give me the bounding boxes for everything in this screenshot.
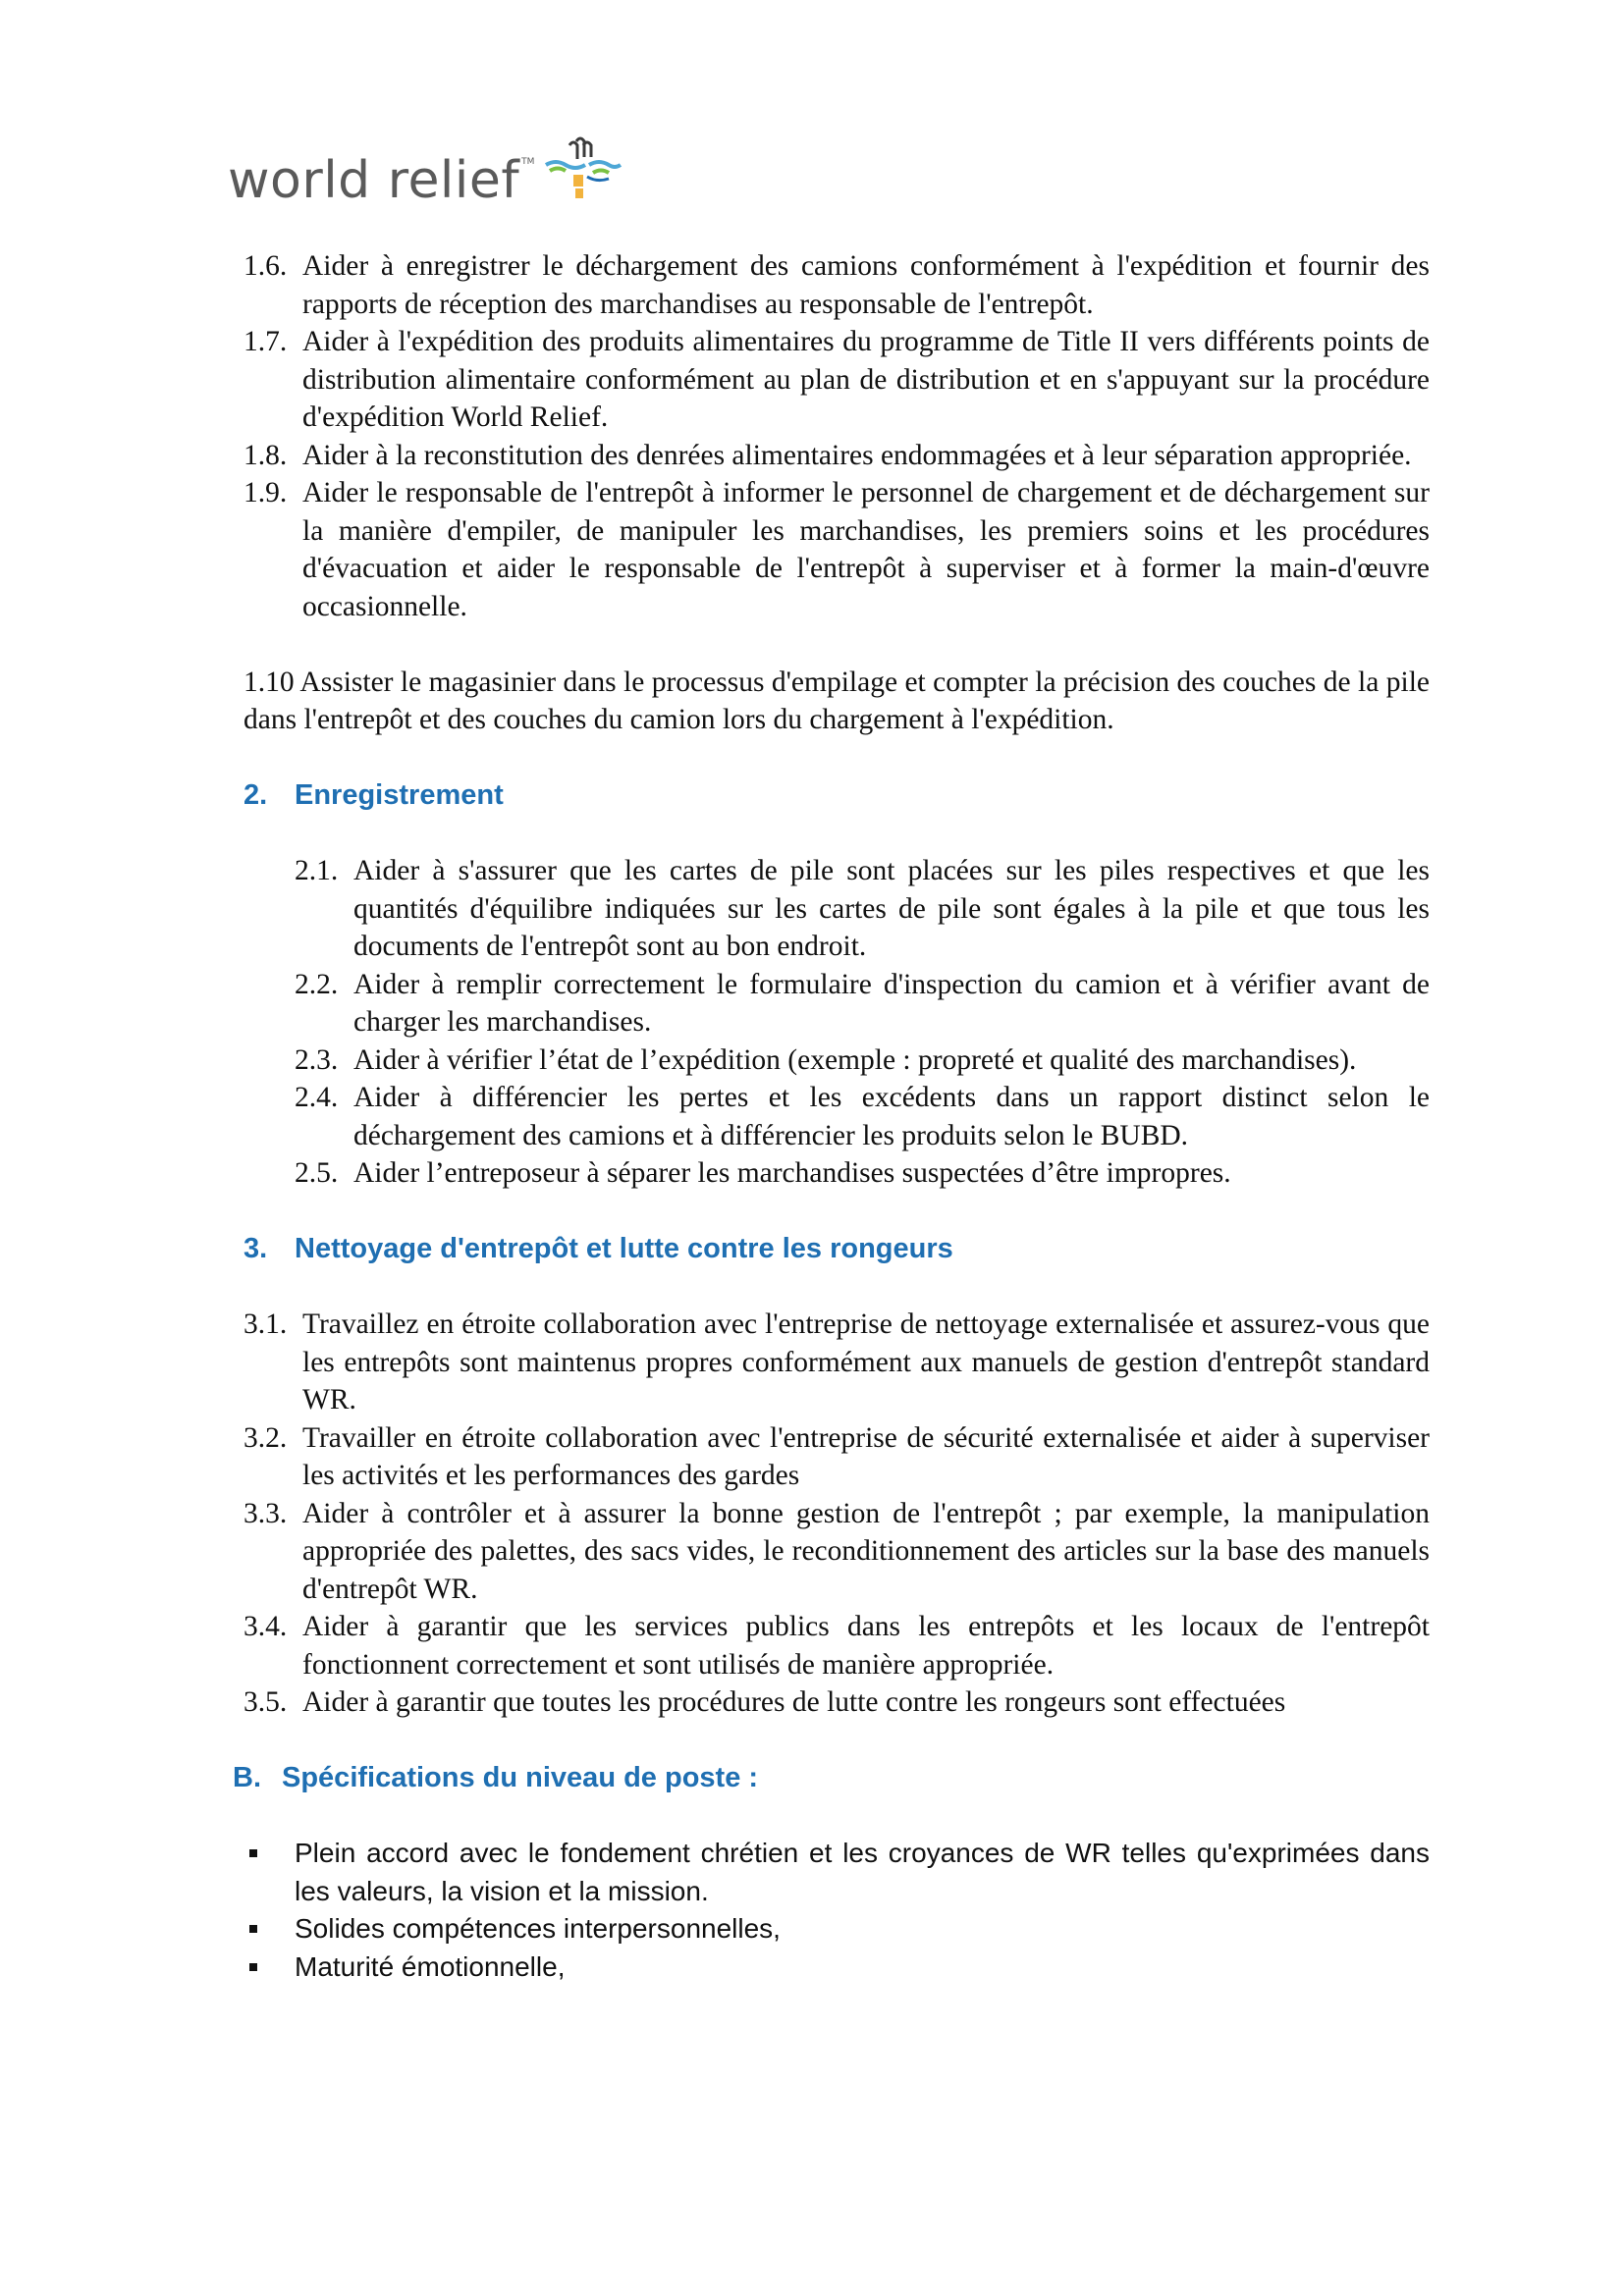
- list-item: [295, 1154, 1430, 1193]
- list-item: [295, 966, 1430, 1041]
- list-item: [244, 323, 1430, 437]
- item-number: 2.2.: [295, 968, 339, 1000]
- list-item: [244, 437, 1430, 475]
- list-item: [244, 1683, 1430, 1722]
- item-text: Aider à vérifier l’état de l’expédition (exemple : propreté et qualité des marchandises).: [353, 1043, 1357, 1076]
- item-number: 3.4.: [244, 1611, 288, 1642]
- heading-number: B.: [233, 1762, 261, 1793]
- heading-number: 3.: [244, 1233, 268, 1264]
- bullet-item: [244, 1910, 1430, 1949]
- item-text: Aider à différencier les pertes et les excédents dans un rapport distinct selon le déchargement des camions et à différencier les produits selon le BUBD.: [353, 1082, 1430, 1151]
- item-text: Aider à remplir correctement le formulaire d'inspection du camion et à vérifier avant de charger les marchandises.: [353, 968, 1430, 1038]
- item-number: 3.3.: [244, 1497, 288, 1529]
- list-item: [295, 1079, 1430, 1154]
- item-text: Aider à garantir que toutes les procédures de lutte contre les rongeurs sont effectuées: [302, 1686, 1286, 1718]
- item-text: Aider à s'assurer que les cartes de pile sont placées sur les piles respectives et que les quantités d'équilibre indiquées sur les cartes de pile sont égales à la pile et que tous les documents de l'entrepôt sont au bon endroit.: [353, 855, 1430, 962]
- list-item: [244, 247, 1430, 323]
- heading-title: Enregistrement: [295, 779, 504, 811]
- item-text: Travailler en étroite collaboration avec l'entreprise de sécurité externalisée et aider à superviser les activités et les performances des gardes: [302, 1421, 1430, 1491]
- bullet-list: [244, 1835, 1430, 1986]
- bullet-text: Plein accord avec le fondement chrétien et les croyances de WR telles qu'exprimées dans les valeurs, la vision et la mission.: [295, 1838, 1430, 1906]
- item-number: 1.9.: [244, 477, 288, 508]
- section-heading-b: [233, 1759, 1430, 1797]
- item-number: 3.1.: [244, 1308, 288, 1340]
- heading-title: Spécifications du niveau de poste :: [282, 1762, 759, 1793]
- list-item: [295, 1041, 1430, 1080]
- bullet-text: Maturité émotionnelle,: [295, 1950, 566, 1982]
- list-item: [295, 852, 1430, 966]
- item-number: 1.8.: [244, 439, 288, 471]
- list-section-1: [244, 247, 1430, 625]
- world-relief-logo: [228, 137, 623, 210]
- item-text: Aider le responsable de l'entrepôt à informer le personnel de chargement et de déchargement sur la manière d'empiler, de manipuler les marchandises, les premiers soins et les procédures d'évacuation et aider le responsable de l'entrepôt à superviser et à former la main-d'œuvre occasionnelle.: [302, 477, 1430, 622]
- section-heading-2: [244, 776, 1430, 815]
- item-number: 2.3.: [295, 1043, 339, 1076]
- bullet-item: [244, 1949, 1430, 1987]
- item-number: 1.6.: [244, 250, 288, 282]
- list-section-2: [295, 852, 1430, 1193]
- list-item: [244, 1608, 1430, 1683]
- item-text: Aider à l'expédition des produits alimentaires du programme de Title II vers différents points de distribution alimentaire conformément au plan de distribution et en s'appuyant sur la procédure d'expédition World Relief.: [302, 326, 1430, 433]
- item-text: Aider à la reconstitution des denrées alimentaires endommagées et à leur séparation appropriée.: [302, 439, 1412, 471]
- item-text: Travaillez en étroite collaboration avec l'entreprise de nettoyage externalisée et assurez-vous que les entrepôts sont maintenus propres conformément aux manuels de gestion d'entrepôt standard WR.: [302, 1308, 1430, 1415]
- list-item: [244, 1306, 1430, 1419]
- item-text: Aider à contrôler et à assurer la bonne gestion de l'entrepôt ; par exemple, la manipulation appropriée des palettes, des sacs vides, le reconditionnement des articles sur la base des manuels d'entrepôt WR.: [302, 1497, 1430, 1605]
- item-number: 2.1.: [295, 855, 339, 886]
- item-number: 1.7.: [244, 326, 288, 357]
- item-text: Aider l’entreposeur à séparer les marchandises suspectées d’être impropres.: [353, 1157, 1231, 1189]
- heading-number: 2.: [244, 779, 268, 811]
- bullet-square-icon: [244, 1835, 295, 1910]
- logo-trademark: TM: [521, 157, 535, 167]
- bullet-square-icon: [244, 1910, 295, 1949]
- bullet-text: Solides compétences interpersonnelles,: [295, 1913, 781, 1944]
- logo-mark-icon: [540, 135, 623, 204]
- section-heading-3: [244, 1230, 1430, 1268]
- item-number: 2.4.: [295, 1082, 339, 1113]
- heading-title: Nettoyage d'entrepôt et lutte contre les rongeurs: [295, 1233, 953, 1264]
- item-text: Aider à garantir que les services publics dans les entrepôts et les locaux de l'entrepôt fonctionnent correctement et sont utilisés de manière appropriée.: [302, 1611, 1430, 1681]
- item-number: 3.5.: [244, 1686, 288, 1718]
- logo-wordmark: world relief: [228, 151, 520, 210]
- bullet-item: [244, 1835, 1430, 1910]
- list-item: [244, 1495, 1430, 1609]
- list-item: [244, 1419, 1430, 1495]
- paragraph-1-10: 1.10 Assister le magasinier dans le processus d'empilage et compter la précision des couches de la pile dans l'entrepôt et des couches du camion lors du chargement à l'expédition.: [244, 666, 1430, 735]
- item-number: 2.5.: [295, 1157, 339, 1189]
- document-body: [233, 247, 1430, 1986]
- item-number: 3.2.: [244, 1421, 288, 1454]
- item-text: Aider à enregistrer le déchargement des camions conformément à l'expédition et fournir des rapports de réception des marchandises au responsable de l'entrepôt.: [302, 250, 1430, 320]
- bullet-square-icon: [244, 1949, 295, 1987]
- list-section-3: [244, 1306, 1430, 1722]
- list-item: [244, 474, 1430, 625]
